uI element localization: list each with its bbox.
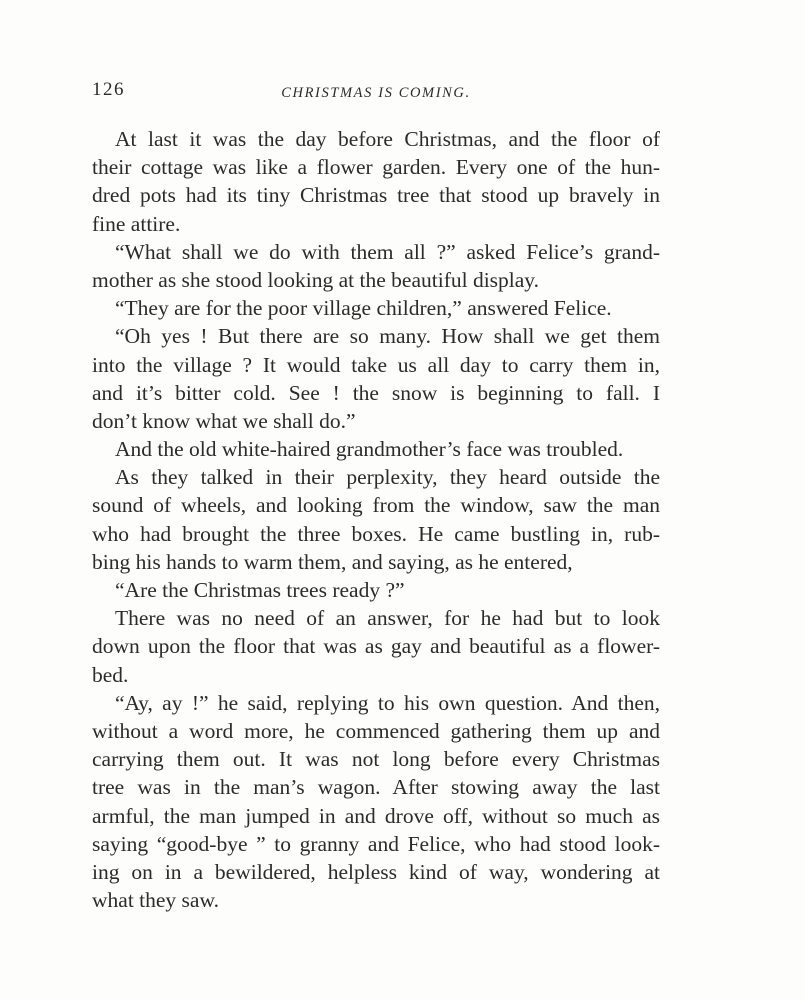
text-line: mother as she stood looking at the beautiful display. xyxy=(92,267,540,292)
text-line: And the old white-haired grandmother’s face was troubled. xyxy=(115,437,624,462)
text-line: don’t know what we shall do.” xyxy=(92,408,356,433)
text-line: dred pots had its tiny Christmas tree that stood up bravely in xyxy=(92,183,660,208)
text-line: As they talked in their perplexity, they heard outside the xyxy=(115,465,660,490)
text-line: and it’s bitter cold. See ! the snow is beginning to fall. I xyxy=(92,380,660,405)
paragraph xyxy=(92,435,660,463)
paragraph xyxy=(92,294,660,322)
text-line: armful, the man jumped in and drove off, without so much as xyxy=(92,803,660,828)
text-line: who had brought the three boxes. He came bustling in, rub- xyxy=(92,521,660,546)
paragraph xyxy=(92,576,660,604)
text-line: into the village ? It would take us all day to carry them in, xyxy=(92,352,660,377)
text-line: carrying them out. It was not long before every Christmas xyxy=(92,747,660,772)
body-text xyxy=(92,125,660,914)
running-head: CHRISTMAS IS COMING. xyxy=(281,85,471,101)
text-line: “What shall we do with them all ?” asked Felice’s grand- xyxy=(115,239,660,264)
paragraph xyxy=(92,604,660,689)
paragraph xyxy=(92,463,660,576)
paragraph xyxy=(92,238,660,294)
text-line: ing on in a bewildered, helpless kind of way, wondering at xyxy=(92,859,660,884)
text-line: “They are for the poor village children,” answered Felice. xyxy=(115,296,612,321)
text-line: “Are the Christmas trees ready ?” xyxy=(115,578,405,602)
text-line: bed. xyxy=(92,662,129,687)
text-line: “Oh yes ! But there are so many. How shall we get them xyxy=(115,324,660,349)
text-line: fine attire. xyxy=(92,211,181,236)
text-line: bing his hands to warm them, and saying, as he entered, xyxy=(92,549,573,574)
text-line: tree was in the man’s wagon. After stowing away the last xyxy=(92,775,660,800)
paragraph xyxy=(92,322,660,435)
text-line: sound of wheels, and looking from the window, saw the man xyxy=(92,493,660,518)
text-line: what they saw. xyxy=(92,888,219,913)
text-line: There was no need of an answer, for he had but to look xyxy=(115,606,660,631)
text-line: “Ay, ay !” he said, replying to his own question. And then, xyxy=(115,690,660,715)
paragraph xyxy=(92,689,660,915)
text-line: At last it was the day before Christmas, and the floor of xyxy=(115,127,660,151)
text-line: down upon the floor that was as gay and beautiful as a flower- xyxy=(92,634,660,659)
paragraph xyxy=(92,125,660,238)
text-line: saying “good-bye ” to granny and Felice, who had stood look- xyxy=(92,831,660,856)
text-line: without a word more, he commenced gathering them up and xyxy=(92,718,660,743)
page-number: 126 xyxy=(92,79,125,100)
text-line: their cottage was like a flower garden. Every one of the hun- xyxy=(92,155,660,180)
